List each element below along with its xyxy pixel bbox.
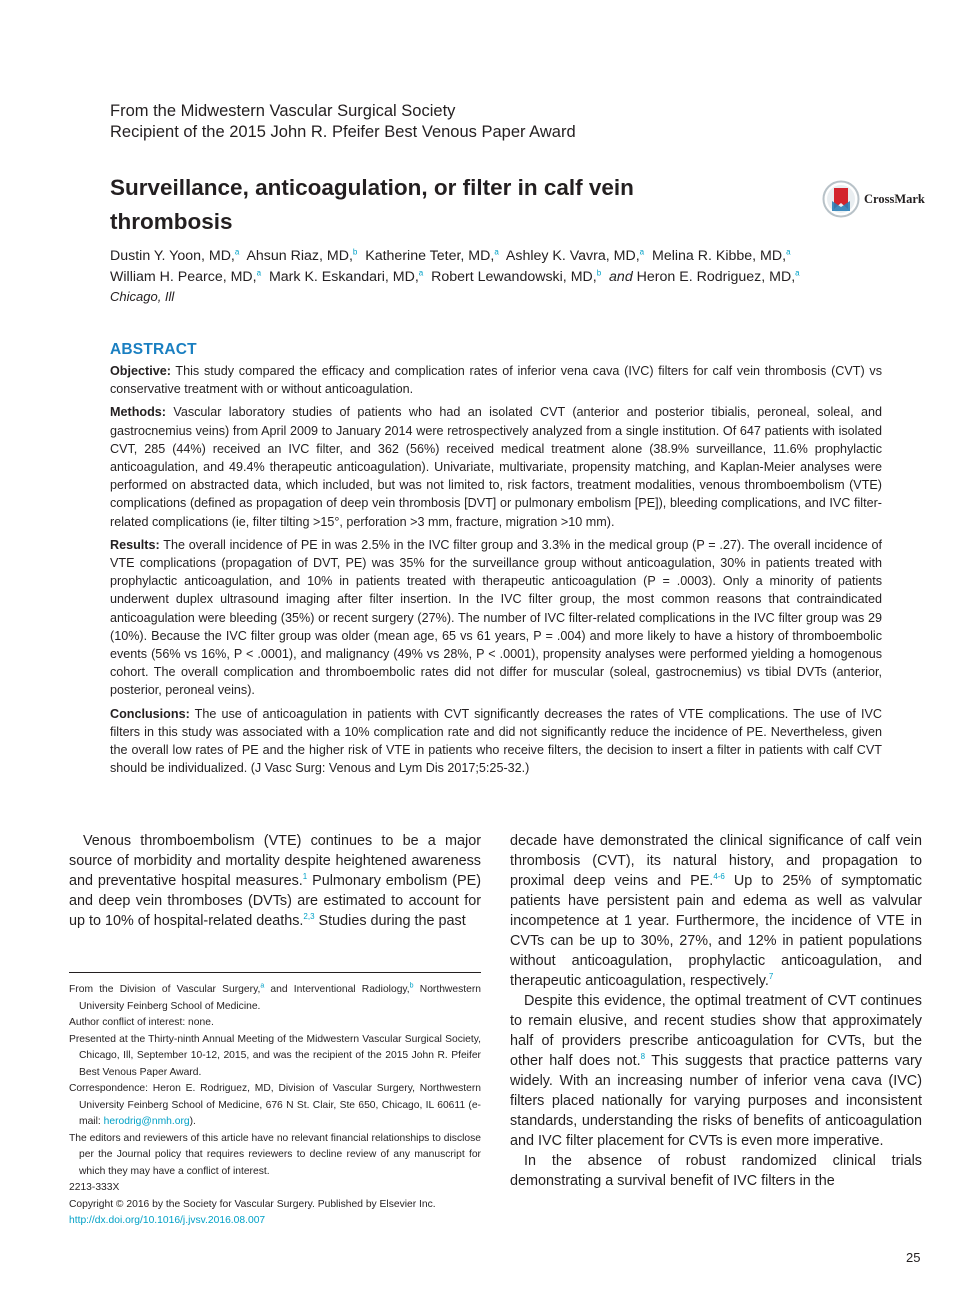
title-line-1: Surveillance, anticoagulation, or filter in calf vein [110,175,634,200]
conclusions-label: Conclusions: [110,706,190,721]
affiliation-marker[interactable]: a [234,247,240,257]
affiliation-marker[interactable]: a [418,268,424,278]
affiliation-marker[interactable]: a [786,247,791,257]
footnote-affiliation [69,982,481,1015]
methods-label: Methods: [110,405,166,420]
footnote-presented: Presented at the Thirty-ninth Annual Meeting of the Midwestern Vascular Surgical Society, Chicago, Ill, September 10-12, 2015, and was the recipient of the 2015 John R. Pfeifer Best Venous Paper Award. [69,1033,481,1078]
footnote-text: Correspondence: Heron E. Rodriguez, MD, Division of Vascular Surgery, Northwestern University Feinberg School of Medicine, 676 N St. Clair, Ste 650, Chicago, IL 60611 (e-mail: [69,1083,481,1127]
article-title [110,171,750,239]
affiliation-marker: a [260,982,265,990]
crossmark-badge[interactable] [822,180,932,220]
body-text: This suggests that practice patterns vary widely. With an increasing number of inferior vena cava (IVC) filters placed nationally for varying purposes and inconsistent standards, understanding the risks of benefits of anticoagulation and IVC filter placement for CVTs is even more imperative. [510,1053,922,1149]
author-location: Chicago, Ill [110,289,175,304]
body-column-right [510,831,922,1191]
author-name: Melina R. Kibbe, MD, [652,248,787,264]
abstract-body [110,362,882,782]
citation-link[interactable]: 4-6 [713,872,725,882]
footnote-text: Northwestern University Feinberg School of Medicine. [79,984,481,1012]
abstract-results [110,536,882,700]
copyright: Copyright © 2016 by the Society for Vascular Surgery. Published by Elsevier Inc. [69,1198,436,1210]
affiliation-marker[interactable]: a [795,268,800,278]
body-paragraph: In the absence of robust randomized clinical trials demonstrating a survival benefit of IVC filters in the [510,1153,922,1189]
footnote-conflict: Author conflict of interest: none. [69,1017,214,1028]
abstract-heading: ABSTRACT [110,341,197,358]
issn: 2213-333X [69,1182,120,1193]
affiliation-marker[interactable]: b [352,247,358,257]
body-text: Venous thromboembolism (VTE) continues to be a major source of morbidity and mortality despite heightened awareness and preventative hospital measures. [69,833,481,889]
author-list [110,246,890,288]
body-text: Pulmonary embolism (PE) and deep vein thromboses (DVTs) are estimated to account for up to 10% of hospital-related deaths. [69,873,481,929]
author-row-2 [110,267,890,288]
footnote-text: ). [189,1116,196,1127]
citation-link[interactable]: 1 [302,872,308,882]
author-name: Ahsun Riaz, MD, [246,248,353,264]
body-column-left [69,831,481,931]
author-name: Robert Lewandowski, MD, [431,269,597,285]
objective-text: This study compared the efficacy and complication rates of inferior vena cava (IVC) filters for calf vein thrombosis (CVT) vs conservative treatment with or without anticoagulation. [110,364,882,397]
author-name: Ashley K. Vavra, MD, [505,248,640,264]
body-text: Up to 25% of symptomatic patients have persistent pain and edema as well as valvular incompetence at 1 year. Furthermore, the incidence of VTE in CVTs can be up to 30%, 27%, and 12% in patient populations without anticoagulation, prophylactic anticoagulation, and therapeutic anticoagulation, respectively. [510,873,922,989]
results-text: The overall incidence of PE in was 2.5% in the IVC filter group and 3.3% in the medical group (P = .27). The overall incidence of VTE complications (propagation of DVT, PE) was 35% for the surveillance group without anticoagulation, 30% in patients treated with prophylactic anticoagulation, and 10% in patients treated with therapeutic anticoagulation (P = .0003). Only a minority of patients underwent duplex ultrasound imaging after filter insertion. In the IVC filter group, the most common reasons that contraindicated anticoagulation were bleeding (35%) or recent surgery (27%). The number of IVC filter-related complications in the IVC filter group was 29 (10%). Because the IVC filter group was older (mean age, 65 vs 61 years, P = .004) and more likely to have a history of thromboembolic events (56% vs 16%, P < .0001), and malignancy (49% vs 28%, P < .0001), propensity analyses were performed yielding a homogenous cohort. The overall complication and thromboembolic rates did not differ for muscular (soleal, gastrocnemius) vs tibial DVTs (anterior, posterior, peroneal veins). [110,537,882,698]
author-name: Mark K. Eskandari, MD, [268,269,419,285]
citation-link[interactable]: 8 [640,1052,646,1062]
affiliation-marker: b [409,982,414,990]
affiliation-marker[interactable]: a [494,247,499,257]
conclusions-text: The use of anticoagulation in patients with CVT significantly decreases the rates of VTE complications. The use of IVC filters in this study was associated with a 10% complication rate and did not significantly reduce the incidence of PE. Nevertheless, given the overall low rates of PE and the higher risk of VTE in patients who receive filters, the decision to insert a filter in patients with calf CVT should be individualized. (J Vasc Surg: Venous and Lym Dis 2017;5:25-32.) [110,706,882,776]
body-text: Studies during the past [314,913,466,929]
citation-link[interactable]: 7 [768,972,774,982]
doi-link[interactable]: http://dx.doi.org/10.1016/j.jvsv.2016.08.007 [69,1215,266,1226]
abstract-objective [110,362,882,398]
author-conjunction: and [609,269,633,285]
email-link[interactable]: herodrig@nmh.org [103,1116,190,1127]
abstract-methods [110,403,882,530]
footnote-editors: The editors and reviewers of this article have no relevant financial relationships to disclose per the Journal policy that requires reviewers to decline review of any manuscript for which they may have a conflict of interest. [69,1132,481,1177]
body-text: Despite this evidence, the optimal treatment of CVT continues to remain elusive, and recent studies show that approximately half of providers prescribe anticoagulation for CVTs, but the other half does not. [510,993,922,1069]
author-name: Katherine Teter, MD, [365,248,495,264]
footnote-text: From the Division of Vascular Surgery, [69,984,261,995]
award-line: Recipient of the 2015 John R. Pfeifer Best Venous Paper Award [110,123,576,141]
abstract-conclusions [110,705,882,778]
affiliation-marker[interactable]: a [639,247,645,257]
author-name: William H. Pearce, MD, [110,269,257,285]
society-line: From the Midwestern Vascular Surgical Society [110,102,456,120]
title-line-2: thrombosis [110,209,233,234]
footnotes [69,982,481,1230]
affiliation-marker[interactable]: b [596,268,602,278]
body-paragraph [510,831,922,991]
body-text: decade have demonstrated the clinical significance of calf vein thrombosis (CVT), its natural history, and propagation to proximal deep veins and PE. [510,833,922,889]
crossmark-icon [822,180,860,218]
author-name: Heron E. Rodriguez, MD, [636,269,796,285]
body-paragraph [510,991,922,1151]
methods-text: Vascular laboratory studies of patients who had an isolated CVT (anterior and posterior tibialis, peroneal, soleal, and gastrocnemius veins) from April 2009 to January 2014 were retrospectively analyzed from a single institution. Of 647 patients with isolated CVT, 285 (44%) received an IVC filter, and 362 (56%) received medical treatment alone (38.9% surveillance, 11.6% prophylactic anticoagulation, and 49.4% therapeutic anticoagulation). Univariate, multivariate, propensity matching, and Kaplan-Meier analyses were performed on abstracted data, which included, but was not limited to, risk factors, treatment modalities, venous thromboembolism (VTE) complications (defined as propagation of deep vein thrombosis [DVT] or pulmonary embolism [PE]), bleeding complications, and IVC filter-related complications (ie, filter tilting >15°, perforation >3 mm, fracture, migration >10 mm). [110,405,882,529]
society-header [110,101,576,143]
footnote-correspondence [69,1081,481,1131]
citation-link[interactable]: 2,3 [303,912,315,922]
results-label: Results: [110,537,160,552]
objective-label: Objective: [110,364,171,378]
author-name: Dustin Y. Yoon, MD, [110,248,235,264]
crossmark-label: CrossMark [864,192,925,206]
body-paragraph [69,831,481,931]
author-row-1 [110,246,890,267]
page-number: 25 [906,1250,921,1265]
footnote-text: and Interventional Radiology, [264,984,410,995]
affiliation-marker[interactable]: a [256,268,262,278]
footnote-divider [69,972,481,973]
